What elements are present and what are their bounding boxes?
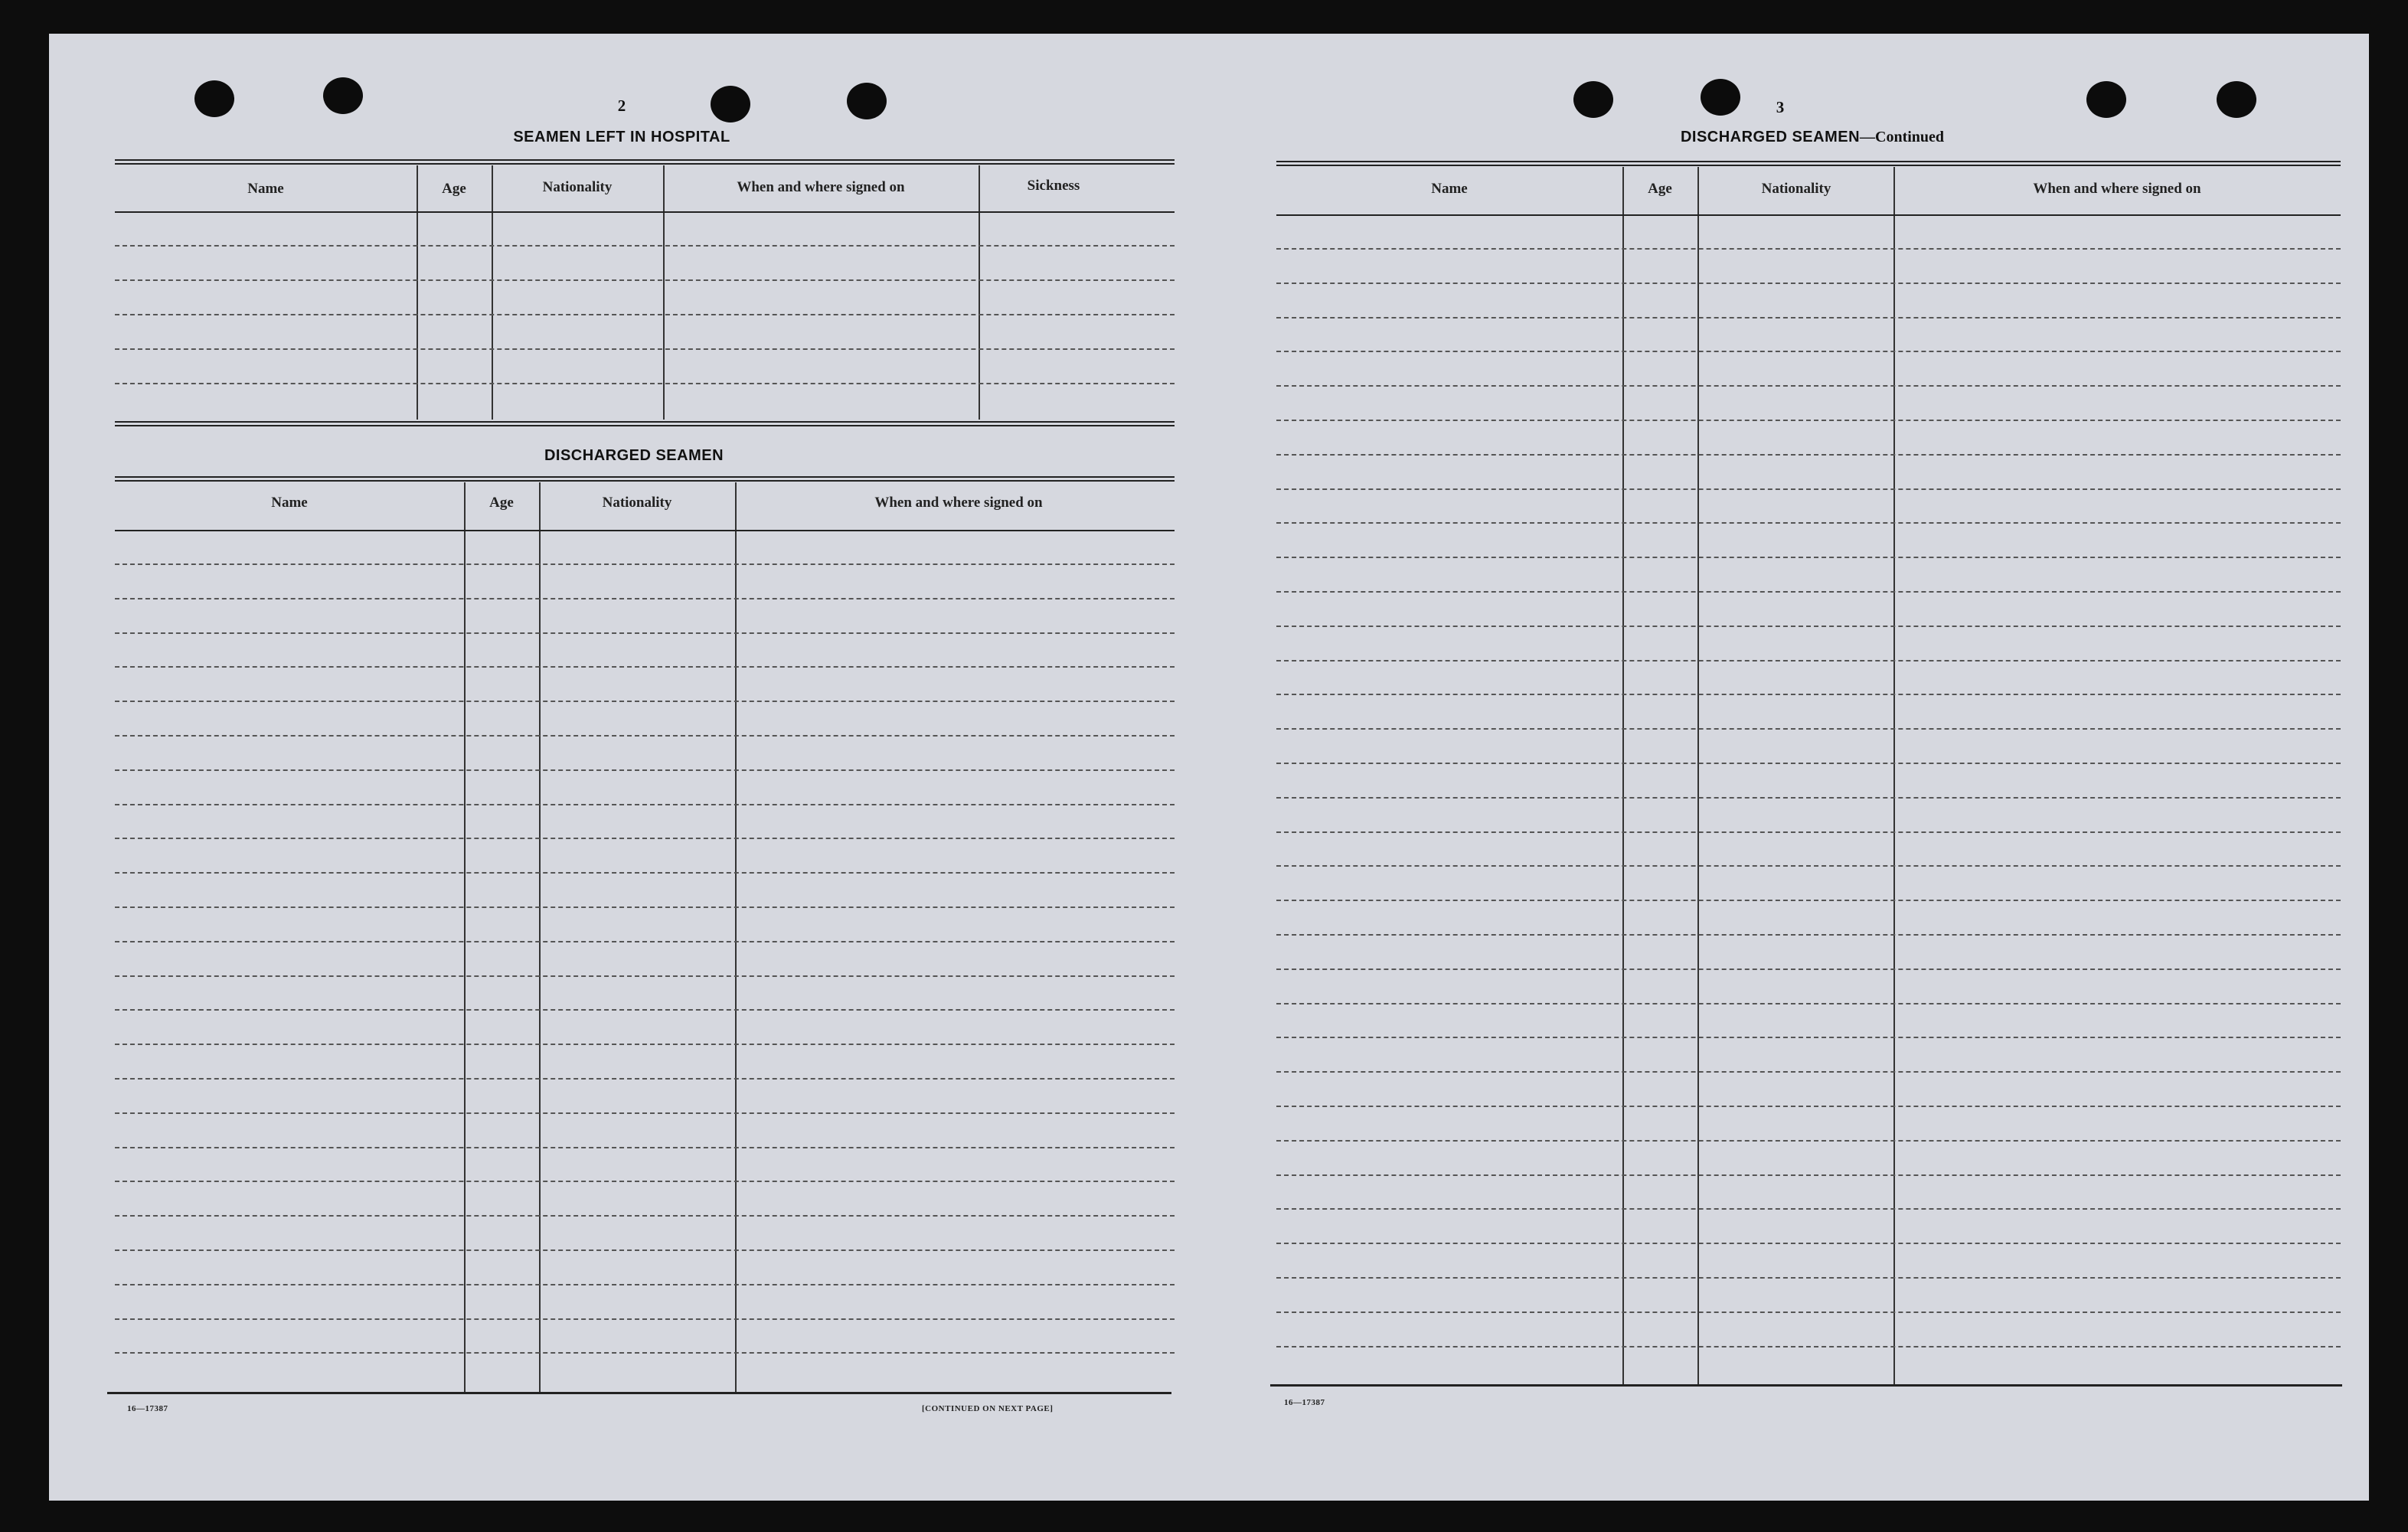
column-divider [464,482,466,1392]
row-guide-line [115,1112,1175,1114]
row-guide-line [1276,1106,2341,1107]
row-guide-line [1276,522,2341,524]
row-guide-line [115,1318,1175,1320]
row-guide-line [1276,660,2341,661]
row-guide-line [1276,900,2341,901]
page-number: 2 [617,96,626,115]
row-guide-line [115,735,1175,737]
hospital-section-title: SEAMEN LEFT IN HOSPITAL [513,129,730,145]
row-guide-line [1276,763,2341,764]
column-divider [1893,167,1895,1384]
punch-hole [2086,81,2126,118]
row-guide-line [115,1078,1175,1080]
double-rule [115,421,1175,426]
column-divider [417,165,418,420]
right-page [1209,34,2369,1501]
discharged-section-title: DISCHARGED SEAMEN [544,447,724,464]
discharged-continued-title [1681,129,1944,146]
row-guide-line [115,975,1175,977]
row-guide-line [115,838,1175,839]
row-guide-line [1276,694,2341,695]
column-header-sickness: Sickness [1027,178,1080,194]
column-divider [979,165,980,420]
row-guide-line [115,1181,1175,1182]
row-guide-line [115,769,1175,771]
punch-hole [1573,81,1613,118]
title-continued: —Continued [1860,129,1945,145]
punch-hole [847,83,887,119]
column-header-age: Age [489,495,514,511]
row-guide-line [1276,865,2341,867]
column-header-age: Age [442,181,466,197]
column-divider [492,165,493,420]
row-guide-line [1276,1003,2341,1004]
row-guide-line [115,348,1175,350]
punch-hole [1701,79,1740,116]
row-guide-line [1276,1071,2341,1073]
row-guide-line [115,279,1175,281]
row-guide-line [115,598,1175,599]
bottom-rule [107,1392,1171,1394]
column-header-name: Name [247,181,284,197]
punch-hole [194,80,234,117]
row-guide-line [115,1352,1175,1354]
form-number: 16—17387 [127,1404,168,1413]
row-guide-line [115,632,1175,634]
row-guide-line [115,1044,1175,1045]
column-header-name: Name [1431,181,1468,197]
row-guide-line [1276,591,2341,593]
column-divider [663,165,665,420]
column-header-signed-on: When and where signed on [737,179,905,195]
double-rule [115,476,1175,482]
row-guide-line [1276,1037,2341,1038]
row-guide-line [115,1249,1175,1251]
column-divider [1622,167,1624,1384]
row-guide-line [115,804,1175,805]
left-page [49,34,1209,1501]
double-rule [115,159,1175,165]
column-divider [539,482,541,1392]
row-guide-line [1276,248,2341,250]
row-guide-line [1276,797,2341,799]
row-guide-line [115,1284,1175,1285]
row-guide-line [1276,454,2341,456]
row-guide-line [115,314,1175,315]
row-guide-line [1276,1346,2341,1347]
column-header-signed-on: When and where signed on [874,495,1043,511]
row-guide-line [1276,626,2341,627]
punch-hole [2217,81,2256,118]
header-rule [115,530,1175,531]
row-guide-line [1276,1208,2341,1210]
row-guide-line [1276,420,2341,421]
row-guide-line [115,1215,1175,1217]
row-guide-line [1276,1312,2341,1313]
page-number: 3 [1776,98,1785,116]
punch-hole [323,77,363,114]
column-header-nationality: Nationality [1761,181,1831,197]
row-guide-line [1276,557,2341,558]
row-guide-line [115,563,1175,565]
column-header-name: Name [271,495,308,511]
row-guide-line [1276,1243,2341,1244]
row-guide-line [1276,283,2341,284]
column-header-age: Age [1648,181,1672,197]
row-guide-line [115,941,1175,942]
header-rule [1276,214,2341,216]
row-guide-line [1276,488,2341,490]
row-guide-line [115,1009,1175,1011]
header-rule [115,211,1175,213]
row-guide-line [115,666,1175,668]
punch-hole [711,86,750,122]
form-number: 16—17387 [1284,1398,1325,1407]
continued-note: [CONTINUED ON NEXT PAGE] [922,1404,1054,1413]
double-rule [1276,161,2341,166]
row-guide-line [1276,1277,2341,1279]
row-guide-line [115,1147,1175,1148]
column-divider [735,482,737,1392]
column-header-signed-on: When and where signed on [2033,181,2201,197]
row-guide-line [115,906,1175,908]
bottom-rule [1270,1384,2342,1387]
document-sheet [49,34,2369,1501]
row-guide-line [115,701,1175,702]
column-divider [1697,167,1699,1384]
row-guide-line [1276,351,2341,352]
row-guide-line [1276,317,2341,318]
row-guide-line [1276,385,2341,387]
row-guide-line [1276,1174,2341,1176]
row-guide-line [1276,934,2341,936]
row-guide-line [115,383,1175,384]
row-guide-line [115,245,1175,247]
row-guide-line [1276,728,2341,730]
row-guide-line [1276,969,2341,970]
row-guide-line [1276,1140,2341,1142]
row-guide-line [1276,831,2341,833]
row-guide-line [115,872,1175,874]
title-text: DISCHARGED SEAMEN [1680,129,1861,145]
column-header-nationality: Nationality [542,179,613,195]
column-header-nationality: Nationality [602,495,672,511]
